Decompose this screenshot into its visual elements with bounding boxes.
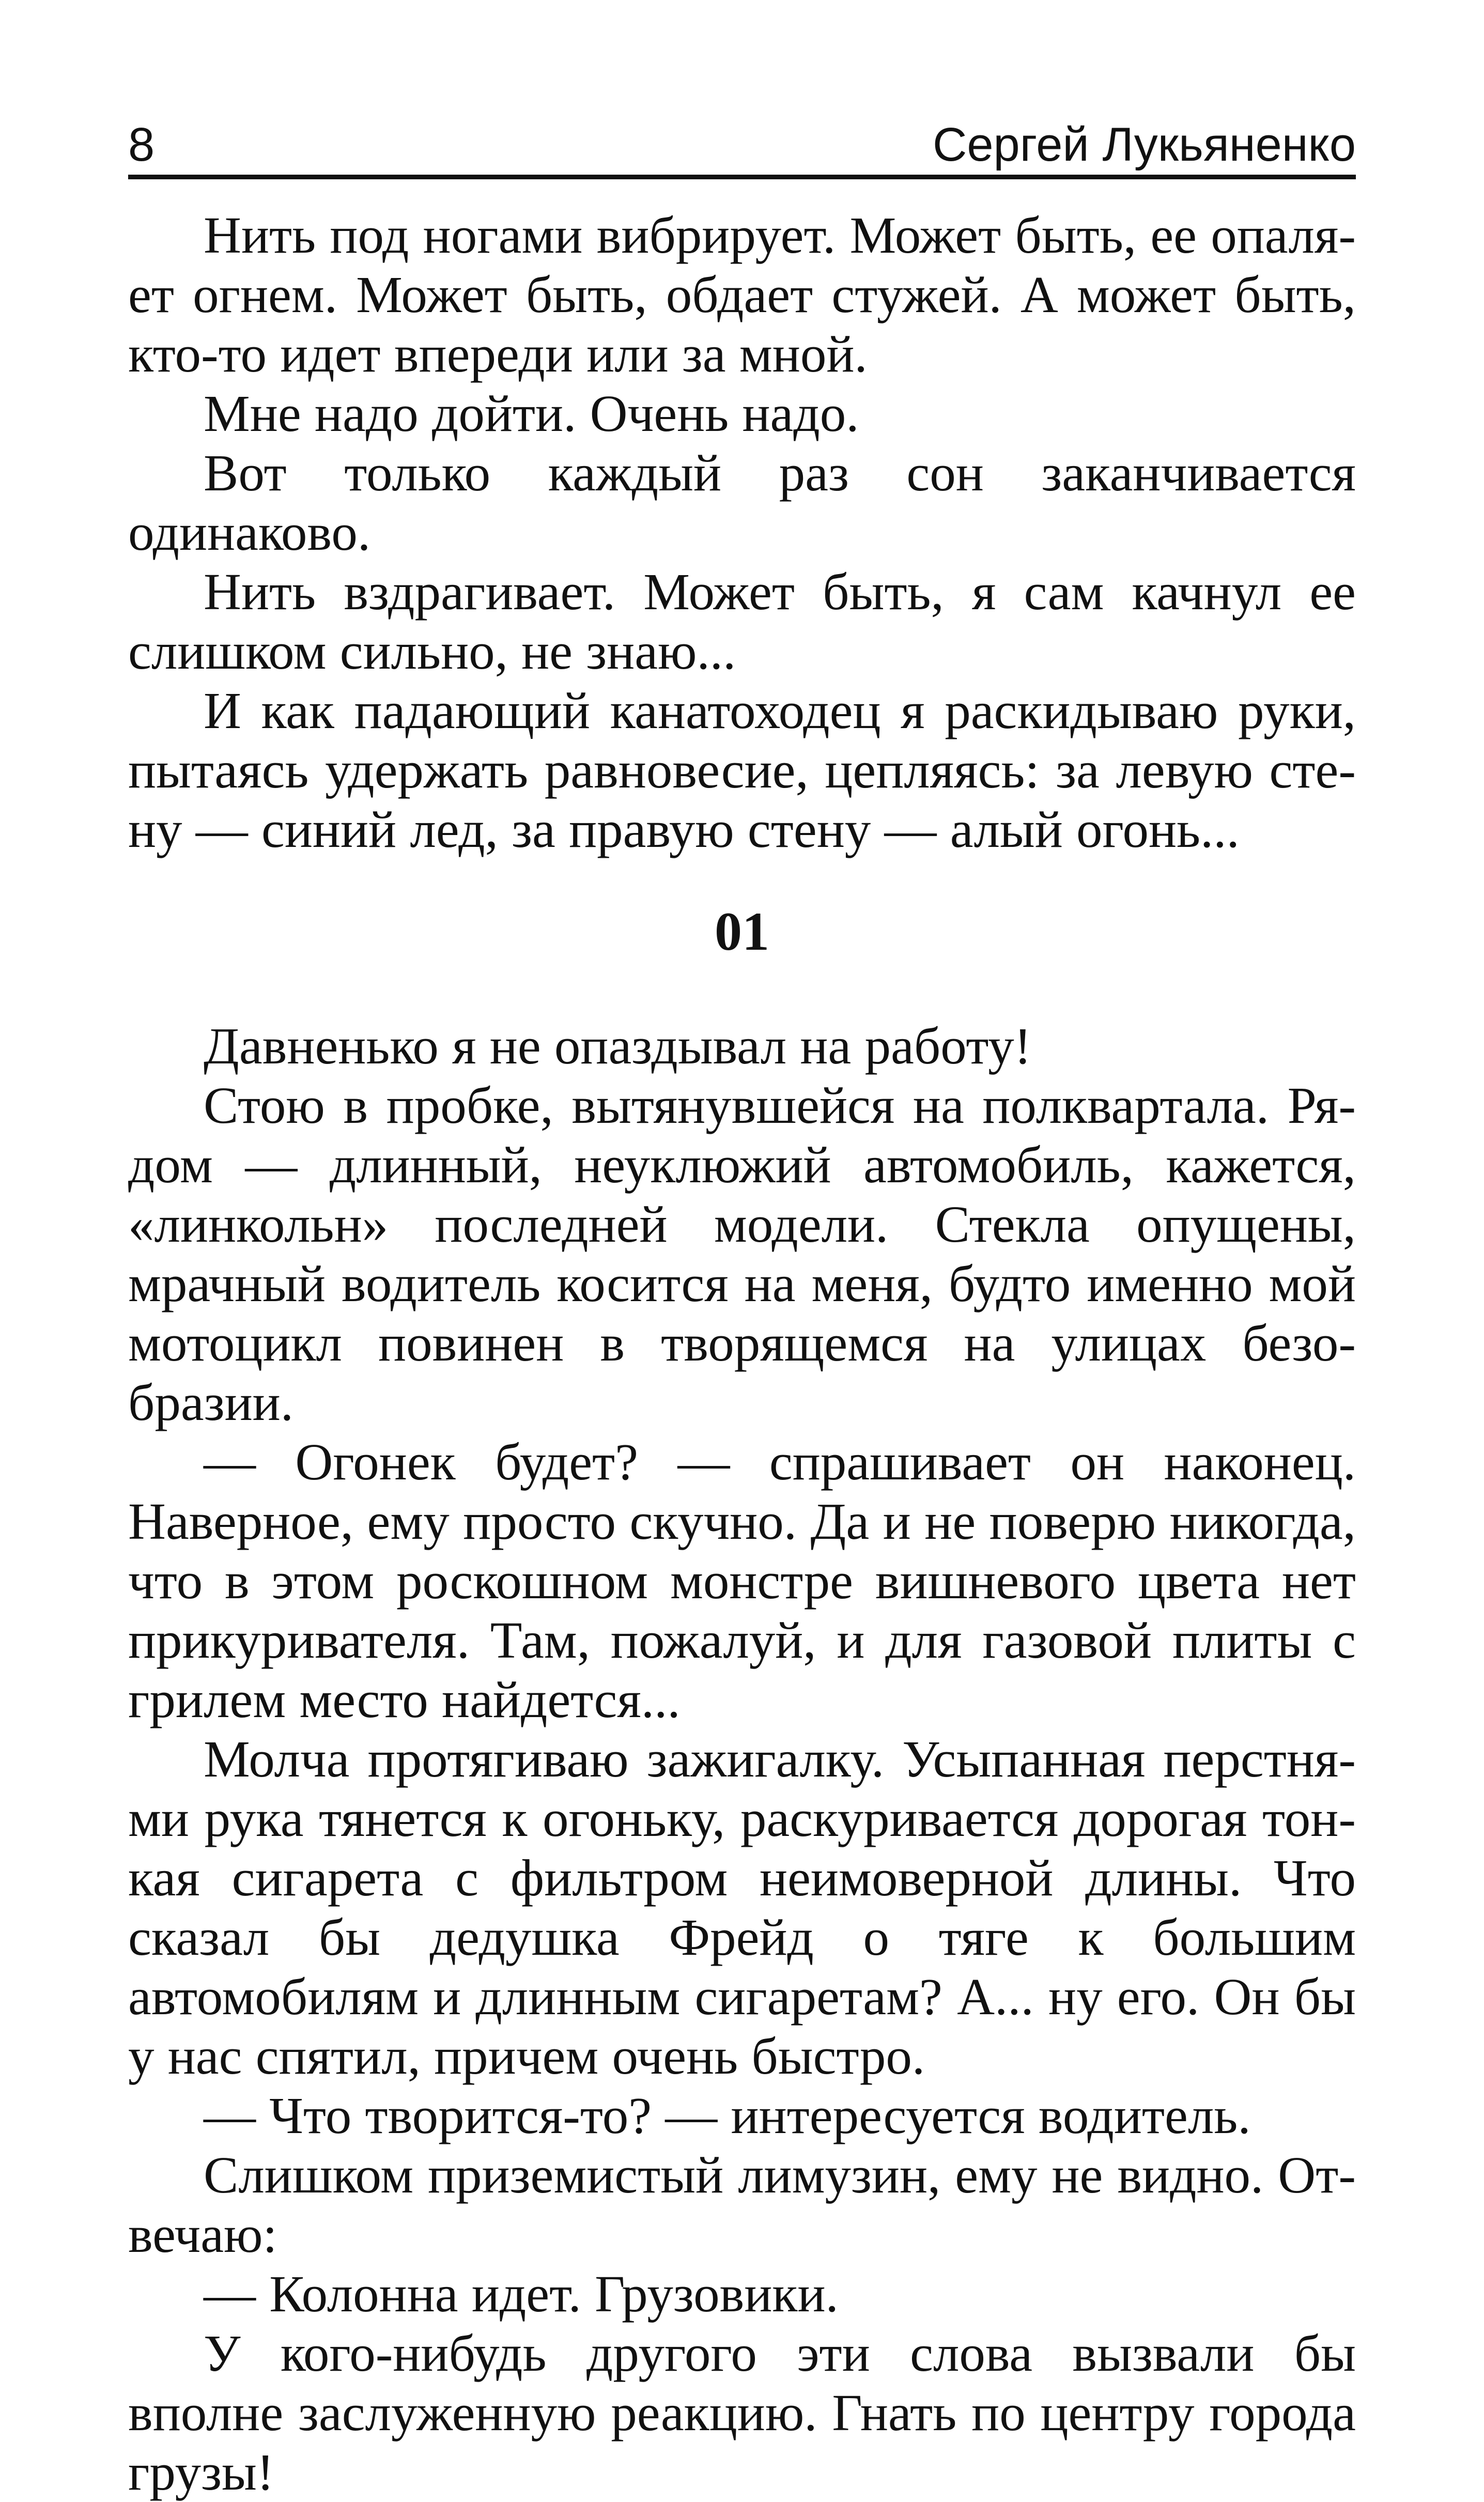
header-rule [128,175,1356,179]
paragraph: Нить под ногами вибрирует. Может быть, ее опаляет огнем. Может быть, обдает стужей. А может быть, кто-то идет впереди или за мной. [128,206,1356,383]
paragraph: Мне надо дойти. Очень надо. [204,384,859,442]
paragraph: Давненько я не опаздывал на работу! [204,1017,1032,1075]
chapter-heading: 01 [715,901,769,962]
paragraph: Нить вздрагивает. Может быть, я сам качнул ее слишком сильно, не знаю... [128,563,1356,680]
paragraph: Вот только каждый раз сон заканчивается одинаково. [128,444,1356,561]
paragraph: — Что творится-то? — интересуется водитель. [204,2087,1251,2144]
paragraph: И как падающий канатоходец я раскидываю руки, пытаясь удержать равновесие, цепляясь: за левую стену — синий лед, за правую стену — алый огонь... [128,682,1356,858]
paragraph: Слишком приземистый лимузин, ему не видно. Отвечаю: [128,2146,1356,2263]
paragraph: — Колонна идет. Грузовики. [204,2265,839,2323]
paragraph: Молча протягиваю зажигалку. Усыпанная перстнями рука тянется к огоньку, раскуривается дорогая тонкая сигарета с фильтром неимоверной длины. Что сказал бы дедушка Фрейд о тяге к большим автомобилям и длинным сигаретам? А... ну его. Он бы у нас спятил, причем очень быстро. [128,1730,1356,2085]
paragraph: — Огонек будет? — спрашивает он наконец. Наверное, ему просто скучно. Да и не поверю никогда, что в этом роскошном монстре вишневого цвета нет прикуривателя. Там, пожалуй, и для газовой плиты с грилем место найдется... [128,1433,1356,1728]
paragraph: У кого-нибудь другого эти слова вызвали бы вполне заслуженную реакцию. Гнать по центру города грузы! [128,2324,1356,2501]
page-number: 8 [128,118,155,171]
paragraph: Стою в пробке, вытянувшейся на полквартала. Рядом — длинный, неуклюжий автомобиль, кажется, «линкольн» последней модели. Стекла опущены, мрачный водитель косится на меня, будто именно мой мотоцикл повинен в творящемся на улицах безобразии. [128,1076,1356,1431]
running-head [128,106,1356,183]
author-name: Сергей Лукьяненко [932,118,1356,171]
body-text [128,206,1356,2502]
